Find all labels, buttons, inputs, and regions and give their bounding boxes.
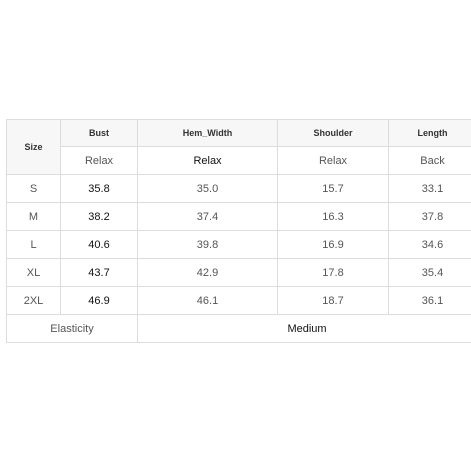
size-chart-table: [6, 119, 471, 343]
column-header-bust: Bust: [61, 120, 138, 147]
hem-width-value: 37.4: [138, 203, 278, 231]
size-cell: M: [7, 203, 61, 231]
fit-label-bust: Relax: [61, 147, 138, 175]
length-value: 36.1: [389, 287, 471, 315]
column-header-shoulder: Shoulder: [278, 120, 389, 147]
table-row: [7, 231, 471, 259]
fit-label-shoulder: Relax: [278, 147, 389, 175]
table-row: [7, 203, 471, 231]
table-row: [7, 175, 471, 203]
bust-value: 46.9: [61, 287, 138, 315]
column-header-hem-width: Hem_Width: [138, 120, 278, 147]
shoulder-value: 15.7: [278, 175, 389, 203]
shoulder-value: 16.9: [278, 231, 389, 259]
hem-width-value: 35.0: [138, 175, 278, 203]
bust-value: 38.2: [61, 203, 138, 231]
hem-width-value: 39.8: [138, 231, 278, 259]
hem-width-value: 46.1: [138, 287, 278, 315]
table-row: [7, 259, 471, 287]
size-cell: 2XL: [7, 287, 61, 315]
bust-value: 40.6: [61, 231, 138, 259]
shoulder-value: 17.8: [278, 259, 389, 287]
elasticity-value: Medium: [138, 315, 471, 343]
size-cell: S: [7, 175, 61, 203]
length-value: 34.6: [389, 231, 471, 259]
size-cell: XL: [7, 259, 61, 287]
table-row: [7, 287, 471, 315]
size-column-header: Size: [7, 120, 61, 175]
length-value: 33.1: [389, 175, 471, 203]
size-cell: L: [7, 231, 61, 259]
bust-value: 35.8: [61, 175, 138, 203]
length-value: 35.4: [389, 259, 471, 287]
fit-row: [7, 147, 471, 175]
length-value: 37.8: [389, 203, 471, 231]
header-row: [7, 120, 471, 147]
column-header-length: Length: [389, 120, 471, 147]
elasticity-label: Elasticity: [7, 315, 138, 343]
hem-width-value: 42.9: [138, 259, 278, 287]
fit-label-length: Back: [389, 147, 471, 175]
bust-value: 43.7: [61, 259, 138, 287]
shoulder-value: 18.7: [278, 287, 389, 315]
elasticity-row: [7, 315, 471, 343]
shoulder-value: 16.3: [278, 203, 389, 231]
fit-label-hem-width: Relax: [138, 147, 278, 175]
